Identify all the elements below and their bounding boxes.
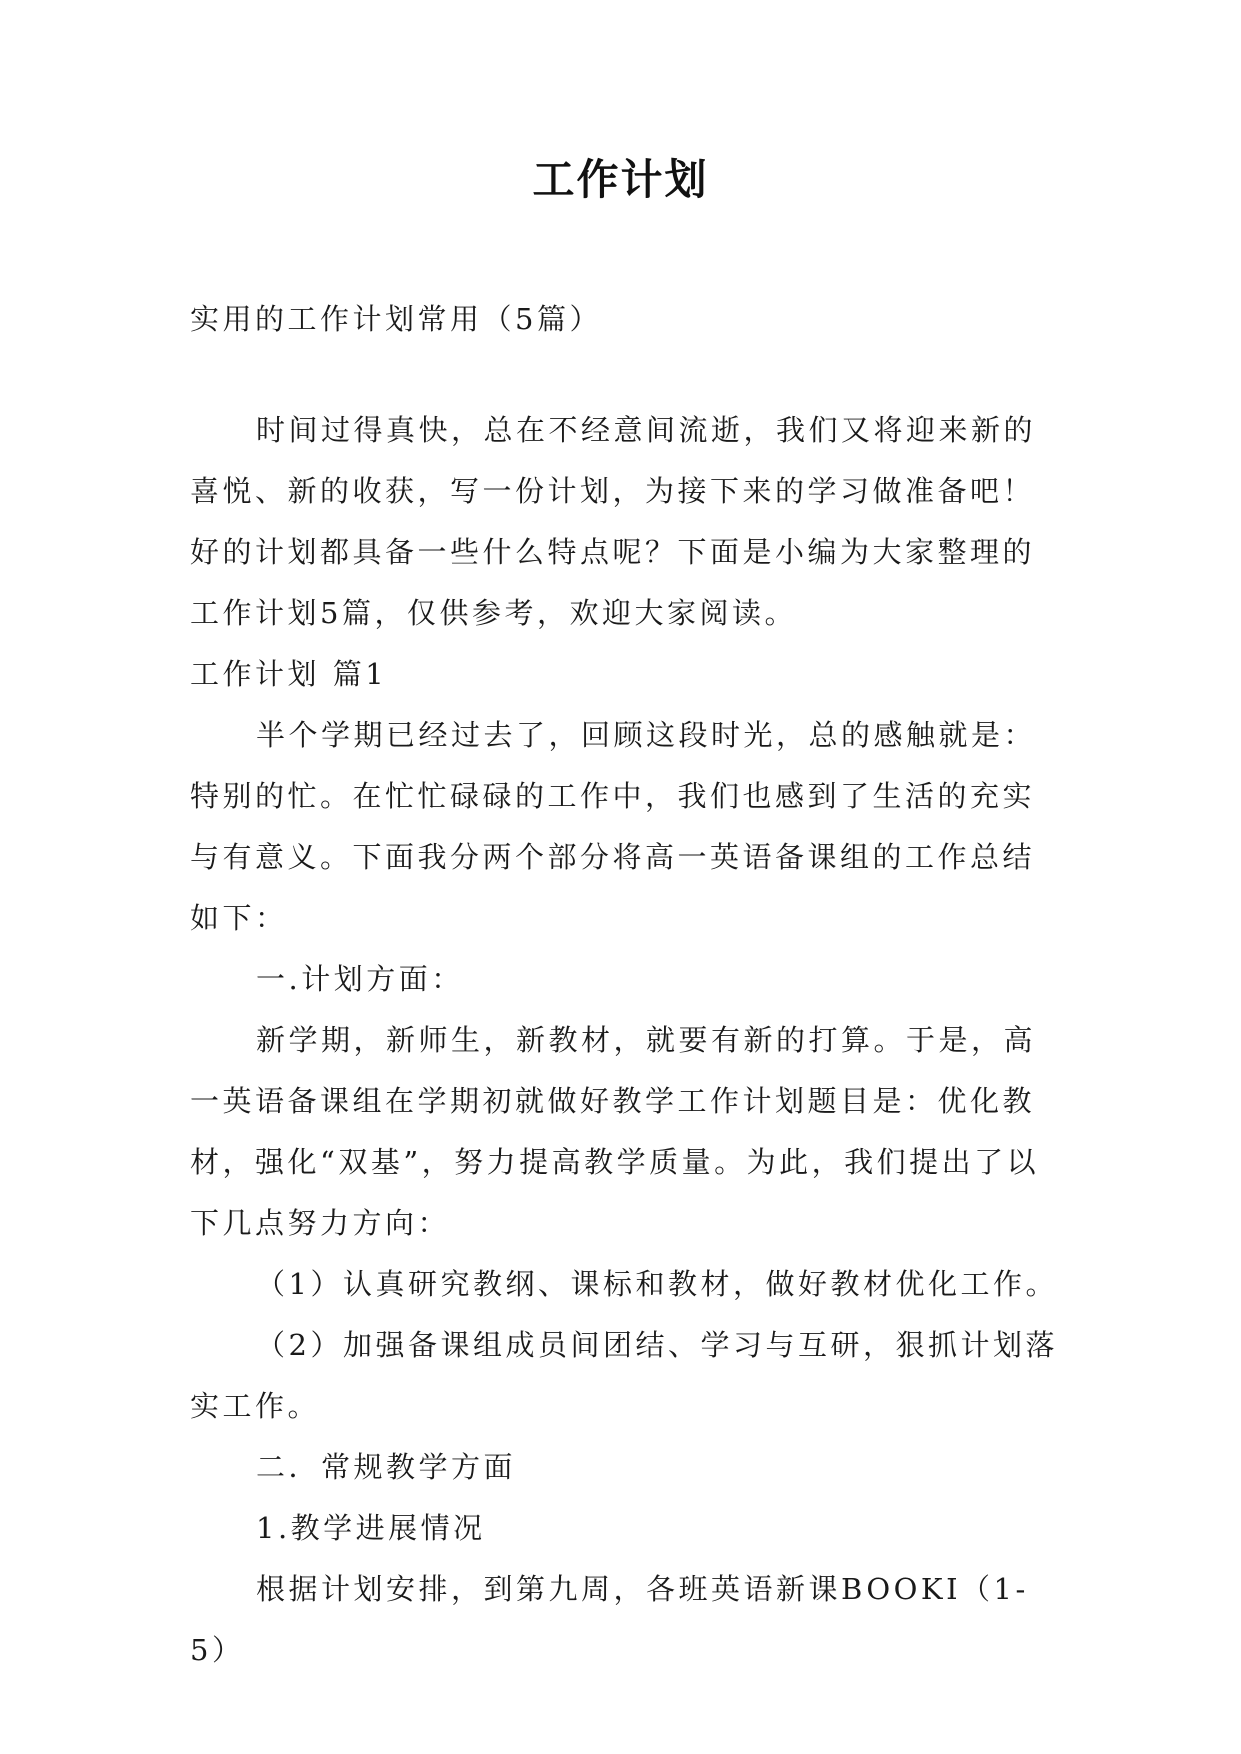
list-item-1: （1）认真研究教纲、课标和教材，做好教材优化工作。 bbox=[256, 1267, 1058, 1301]
document-body bbox=[190, 289, 1060, 1681]
subheading-teaching: 二．常规教学方面 bbox=[256, 1450, 517, 1484]
intro-paragraph: 时间过得真快，总在不经意间流逝，我们又将迎来新的喜悦、新的收获，写一份计划，为接下来的学习做准备吧！好的计划都具备一些什么特点呢？下面是小编为大家整理的工作计划5篇，仅供参考，欢迎大家阅读。 bbox=[190, 413, 1037, 630]
body-paragraph: 新学期，新师生，新教材，就要有新的打算。于是，高一英语备课组在学期初就做好教学工作计划题目是：优化教材，强化“双基”，努力提高教学质量。为此，我们提出了以下几点努力方向： bbox=[190, 1023, 1040, 1240]
list-item-2: （2）加强备课组成员间团结、学习与互研，狠抓计划落实工作。 bbox=[190, 1328, 1058, 1423]
document-title: 工作计划 bbox=[532, 155, 709, 204]
body-paragraph: 根据计划安排，到第九周，各班英语新课BOOKI（1-5） bbox=[190, 1572, 1029, 1667]
subheading-progress: 1.教学进展情况 bbox=[256, 1511, 486, 1545]
document-subtitle: 实用的工作计划常用（5篇） bbox=[190, 302, 602, 336]
subheading-plan: 一.计划方面： bbox=[256, 962, 464, 996]
section-heading-1: 工作计划 篇1 bbox=[190, 657, 388, 691]
body-paragraph: 半个学期已经过去了，回顾这段时光，总的感触就是：特别的忙。在忙忙碌碌的工作中，我们也感到了生活的充实与有意义。下面我分两个部分将高一英语备课组的工作总结如下： bbox=[190, 718, 1037, 935]
